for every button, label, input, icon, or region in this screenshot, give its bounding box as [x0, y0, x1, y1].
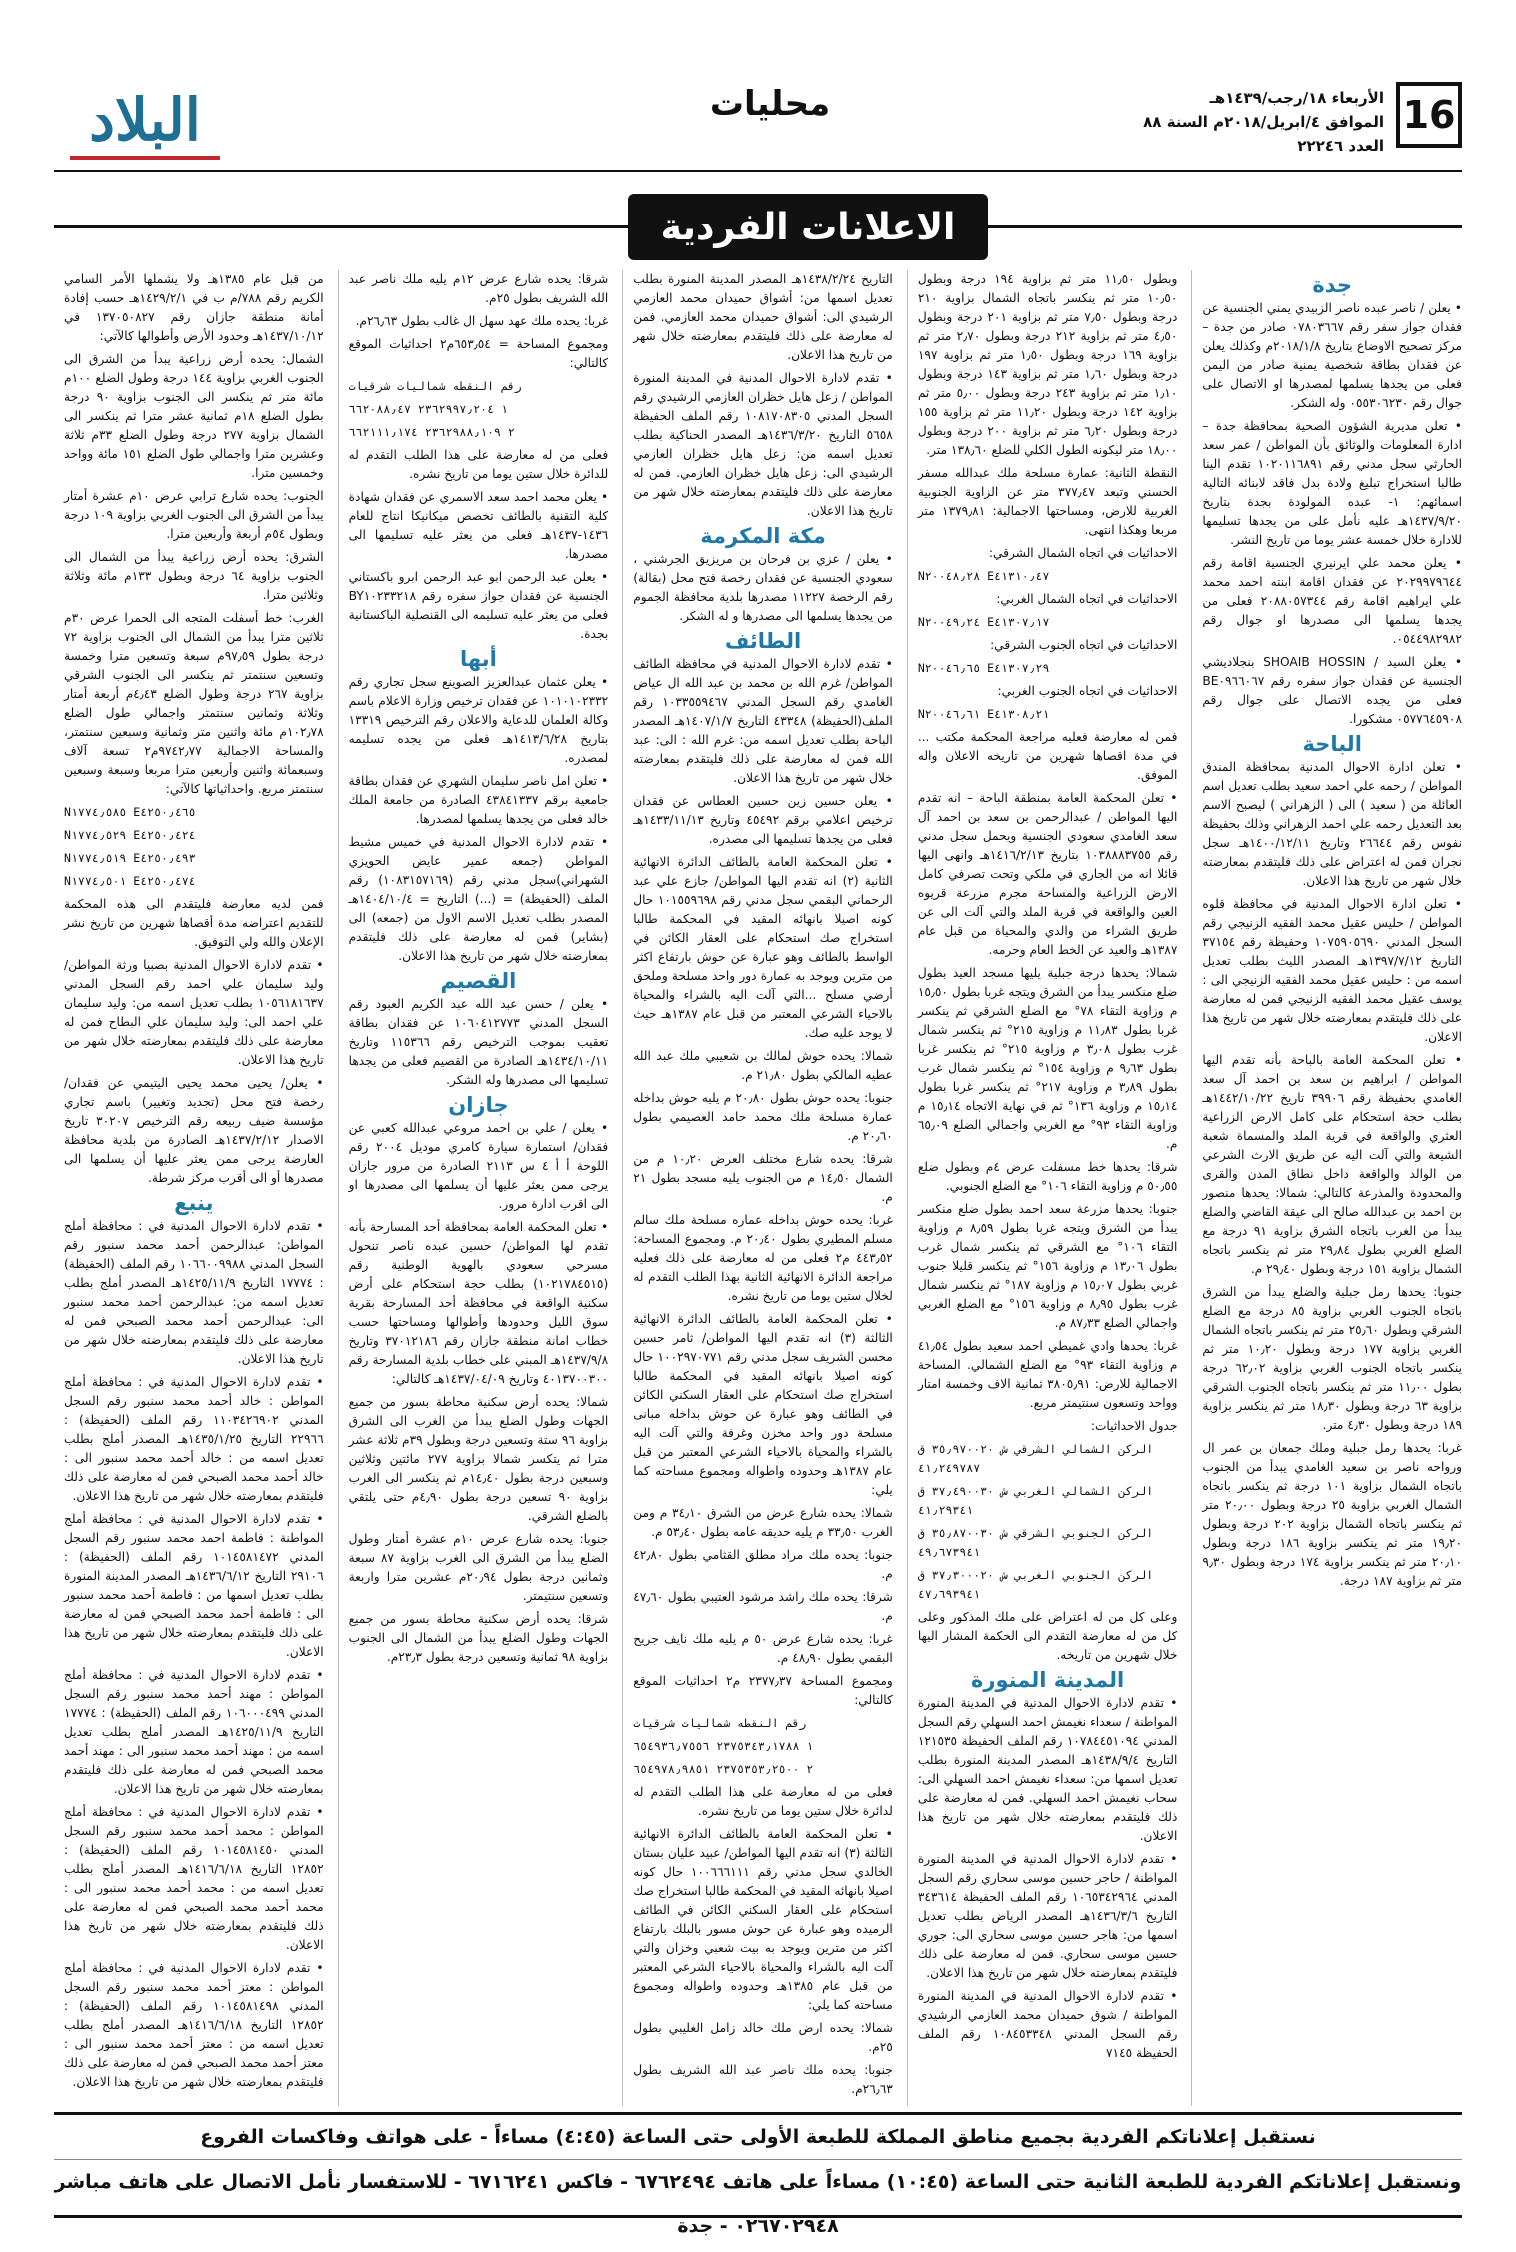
coordinate-line: الركن الشمالي الشرقي ش ٣٥٫٩٧٠٠٢٠ ق ٤١٫٢٤٩٧٨٧ [917, 1442, 1154, 1475]
classified-ad-text: • تعلن المحكمة العامة بالطائف الدائرة الانهائية الثالثة (٣) انه تقدم اليها المواطن/ عبيد عليان بستان الخالدي سجل مدني رقم ١٠٠٦٦٦١١١ حال كونه اصيلا بانهائه المقيد في المحكمة طالبا استخراج صك استحكام على العقار السكني الكائن في الطائف الرميده وهو عبارة عن حوش مسور بالبلك بارتفاع اكثر من مترين ويوجد به بيت شعبي وخزان والتي آلت اليه بالشراء والمحياة بالاحياء الشرعي المعتبر من قبل عام ١٣٨٥هـ وحدوده واطواله ومجموع مساحته كما يلي: [633, 1827, 893, 2012]
classified-ad-text: غربا: يحده حوش بداخله عماره مسلحة ملك سالم مسلم المطيري بطول ٢٠٫٤٠ م. ومجموع المساحة: ٤٤٣٫٥٢ م٢ فعلى من له معارضة على ذلك فعليه مراجعة الدائرة الانهائية الثانية بهذا الطلب التقدم له لخلال ستين يوما من تاريخ نشره. [633, 1213, 893, 1303]
date-line: الأربعاء ١٨/رجب/١٤٣٩هـ [1209, 89, 1384, 107]
page-footer [54, 2112, 1462, 2237]
classified-ad-text: فعلى من له معارضة على هذا الطلب التقدم له للدائرة خلال ستين يوما من تاريخ نشره. [348, 448, 609, 481]
coordinate-line: ٢ ٢٣٦٢٩٨٨٫١٠٩ ٦٦٢١١١٫١٧٤ [348, 425, 515, 439]
city-heading: الطائف [724, 629, 802, 653]
classified-ad-text: جنوبا: يحدها رمل جبلية والضلع يبدأ من الشرق باتجاه الجنوب الغربي بزاوية ٨٥ درجة مع الضلع الشرقي وبطول ٢٥٫٦٠ متر ثم ينكسر باتجاه الشمال الغربي بزاوية ١٧٧ درجة وبطول ١٠٫٢٠ متر ثم ينكسر باتجاه الجنوب الغربي بزاوية ٦٢٫٠٢ درجة بطول ١١٫٠٠ متر ثم ينكسر باتجاه الجنوب الشرقي بزاوية ٦٣ درجة وبطول ١٨٫٣٠ متر ثم ينكسر بزاوية ١٨٩ درجة وبطول ٤٫٣٠ متر. [1202, 1285, 1462, 1432]
classified-ad-text: • تقدم لادارة الاحوال المدنية في خميس مشيط المواطن (جمعه عمير عايض الحويزي الشهراني)سجل مدني رقم (١٠٨٣١٥٧١٦٩) رقم الملف (الحفيظة) = (...) التاريخ = ١٤٠٤/١٠/٤هـ المصدر بطلب تعديل الاسم الاول من (جمعه) الى (بشاير) فمن له معارضة على ذلك فليتقدم بمعارضته خلال شهر من تاريخ هذا الاعلان. [348, 835, 609, 963]
coordinate-line: رقم النقطه شماليات شرقيات [348, 379, 522, 393]
classified-ad-text: • تقدم لادارة الاحوال المدنية في المدينة المنورة المواطنة / سعداء نغيمش احمد السهلي رقم السجل المدني ١٠٧٨٤٤٥١٠٩٤ رقم الملف الحفيظة ١٢١٥٣٥ التاريخ ١٤٣٨/٩/٤هـ المصدر المدينة المنورة بطلب تعديل اسمها من: سعداء نغيمش احمد السهلي الى: سحاب نغيمش احمد السهلي. فمن له معارضة على ذلك فليتقدم بمعارضته خلال شهر من تاريخ هذا الاعلان. [917, 1696, 1178, 1843]
classified-ad-text: الجنوب: يحده شارع ترابي عرض ١٠م عشرة أمتار يبدأ من الشرق الى الجنوب الغربي بزاوية ١٠٩ درجة وبطول ٥٤م أربعة وأربعين مترا. [64, 489, 324, 541]
classified-ad-text: الغرب: خط أسفلت المتجه الى الحمرا عرض ٣٠م ثلاثين مترا يبدأ من الشمال الى الجنوب بزاوية ٧٢ درجة بطول ٩٧٫٥٩م سبعة وتسعين مترا وخمسة وتسعين سنتمتر ثم ينكسر الى الجنوب الشرقي بزاوية ٢٦٧ درجة وطول الضلع ٤٫٤٣م أربعة أمتار وثلاثة وثمانين سنتمتر واجمالي طول الضلع ١٠٢٫٧٨م مائة واثنين متر وثمانية وسبعين سنتمتر، والمساحة الاجمالية ٩٧٤٢٫٧٧م٢ تسعة آلاف وسبعمائة واثنين وأربعين مترا مربعا وسبعة وسبعين سنتمتر مربع. واحداثياتها كالآتي: [64, 611, 324, 796]
city-heading: الباحة [1302, 732, 1362, 756]
classified-ad-text: شمالا: يحدها درجة جبلية يليها مسجد العيد بطول ضلع منكسر يبدأ من الشرق ويتجه غربا بطول ١٥٫٥٠ م وزاوية التقاء ٧٨° مع الضلع الشرقي ثم ينكسر غربا بطول ١١٫٨٣ م وزاوية ٢١٥° ثم ينكسر شمال غرب بطول ٣٫٠٨ م وزاوية ٢١٥° ثم ينكسر غربا بطول ٩٫٦٣ م وزاوية ١٥٤° ثم ينكسر شمال غرب بطول ٣٫٨٩ م وزاوية ٢١٧° ثم ينكسر غربا بطول ١٥٫١٤ م وزاوية ١٣٦° ثم في نهاية الاتجاه ١٥٫١٤ م وزاوية التقاء ٩٣° مع الغربي واجمالي الضلع ٦٥٫٠٩ م. [917, 966, 1178, 1151]
coordinate-line: N١٧٧٤٫٥٢٩ E٤٢٥٠٫٤٢٤ [64, 828, 196, 842]
classified-ad-text: • يعلن / عزي بن فرحان بن مريزيق الجرشني ، سعودي الجنسية عن فقدان رخصة فتح محل (بقالة) رقم الرخصة ١١٢٢٧ مصدرها بلدية محافظة الجموم من يجدها يسلمها الى مصدرها و له الشكر. [633, 552, 893, 623]
classified-ad-text: شمالا: يحده حوش لمالك بن شعيبي ملك عبد الله عطيه المالكي بطول ٢١٫٨٠ م. [633, 1049, 893, 1082]
column-2 [907, 270, 1178, 2106]
classified-ad-text: جدول الاحداثيات: [1090, 1419, 1178, 1433]
classified-ad-text: • يعلن محمد علي ايرنيري الجنسية اقامة رقم ٢٠٢٩٩٧٩٦٤٤ عن فقدان اقامة ابنته احمد محمد علي ايراهيم اقامة رقم ٢٠٨٨٠٥٧٣٤٤ فعلى من يجدها يسلمها الى مصدرها او جوال رقم ٠٥٤٤٩٨٢٩٨٢. [1202, 556, 1462, 646]
classified-ad-text: شرقا: يحده أرض سكنية محاطة بسور من جميع الجهات وطول الضلع يبدأ من الشمال الى الجنوب بزاوية ٩٨ ثمانية وتسعين درجة بطول ٢٣٫٣م. [348, 1612, 609, 1664]
section-banner: الاعلانات الفردية [628, 194, 988, 260]
classified-ad-text: • يعلن السيد / SHOAIB HOSSIN بنجلاديشي الجنسية عن فقدان جواز سفره رقم BE٠٩٦٦٠٦٧ فعلى من يجده الاتصال على جوال رقم ٠٥٧٧٦٤٥٩٠٨ مشكورا. [1202, 655, 1462, 726]
section-title: محليات [709, 84, 831, 124]
coordinate-line: N١٧٧٤٫٥٠١ E٤٢٥٠٫٤٧٤ [64, 874, 196, 888]
classified-ad-text: جنوبا: يحده ملك ناصر عبد الله الشريف بطول ٢٦٫٦٣م. [633, 2063, 893, 2096]
classified-ad-text: • تقدم لادارة الاحوال المدنية بصبيا ورثة المواطن/ وليد سليمان علي احمد رقم السجل المدني ١٠٥٦١٨١٦٣٧ بطلب تعديل اسمه من: وليد سليمان علي احمد الى: وليد سليمان علي البطاح فمن له معارضة على ذلك فليتقدم بمعارضته خلال شهر من تاريخ هذا الاعلان. [64, 958, 324, 1067]
classified-ad-text: • تعلن مديرية الشؤون الصحية بمحافظة جدة – ادارة المعلومات والوثائق بأن المواطن / عمر سعد الحارثي سجل مدني رقم ١٠٢٠١١٦٨٩١ تقدم الينا طالبا استخراج تبليغ ولادة بدل فاقد لابنائه التالية اسمائهم: ١- عبده المولودة بجدة بتاريخ ١٤٣٧/٩/٢٠هـ عليه نأمل على من يجدها تسليمها للادارة خلال خمسة عشر يوما من تاريخ النشر. [1202, 419, 1462, 547]
page-number: 16 [1396, 82, 1462, 148]
classified-ad-text: • يعلن عثمان عبدالعزيز الصوينع سجل تجاري رقم ١٠١٠١٠٢٣٣٢ عن فقدان ترخيص وزارة الاعلام باسم وكالة العلمان للدعاية والاعلان رقم الترخيص ١٣٣١٩ بتاريخ ١٤١٣/٦/٢٨هـ فعلى من يجده تسليمه لمصدره. [348, 675, 609, 765]
newspaper-logo: البلاد [89, 86, 201, 154]
date-block [1104, 86, 1384, 158]
coordinate-line: رقم النقطه شماليات شرقيات [633, 1716, 807, 1730]
column-3 [622, 270, 893, 2106]
coordinate-line: N١٧٧٤٫٥١٩ E٤٢٥٠٫٤٩٣ [64, 851, 196, 865]
footer-line-2: ونستقبل إعلاناتكم الفردية للطبعة الثانية حتى الساعة (١٠:٤٥) مساءاً على هاتف ٦٧٦٢٤٩٤ - فاكس ٦٧١٦٢٤١ - للاستفسار نأمل الاتصال على هاتف مباشر ٠٢٦٧٠٢٩٤٨ - جدة [54, 2159, 1462, 2248]
coordinate-line: N٢٠٠٤٨٫٢٨ E٤١٣١٠٫٤٧ [917, 569, 1050, 583]
classified-ad-text: • تعلن المحكمة العامة بالطائف الدائرة الانهائية الثانية (٢) انه تقدم اليها المواطن/ جازع علي عبد الرحماني البقمي سجل مدني رقم ١٠١٥٥٩٦٩٨ حال كونه اصيلا بانهائه المقيد في المحكمة طالبا استخراج صك استحكام على العقار الكائن في الواسط بالطائف وهو عبارة عن حوش بارتفاع اكثر من مترين ويوجد به عمارة دور واحد مسلحة وملحق أرضي مسلح ...التي آلت اليه بالشراء والمحياة بالاحياء الشرعي المعتبر من قبل عام ١٣٨٧هـ حيث لا يوجد عليه صك. [633, 855, 893, 1040]
coordinate-line: الركن الجنوبي الغربي ش ٣٧٫٣٠٠٠٢٠ ق ٤٧٫٦٩٣٩٤١ [917, 1568, 1154, 1601]
coordinate-line: N٢٠٠٤٦٫٦٥ E٤١٣٠٧٫٢٩ [917, 661, 1050, 675]
classified-ad-text: • يعلن حسين زين حسين العطاس عن فقدان ترخيص اعلامي برقم ٤٥٤٩٢ وتاريخ ١٤٣٣/١١/١٣هـ فعلى من يجدها تسليمها الى مصدره. [633, 794, 893, 846]
classified-ad-text: شرقا: يحده شارع عرض ١٢م يليه ملك ناصر عبد الله الشريف بطول ٢٥م. [348, 272, 609, 305]
classified-ad-text: • تقدم لادارة الاحوال المدنية في : محافظة أملج المواطن : مهند أحمد محمد سنبور رقم السجل المدني ١٠٦٠٠٠٤٩٩ رقم الملف (الحفيظة) : ١٧٧٧٤ التاريخ ١٤٢٥/١١/٩هـ المصدر أملج بطلب تعديل اسمه من : مهند أحمد محمد سنبور الى : مهند أحمد محمد الصبحي فمن له معارضة على ذلك فليتقدم بمعارضته خلال شهر من تاريخ هذا الاعلان. [64, 1668, 324, 1796]
header-divider [54, 170, 1462, 172]
coordinate-line: الركن الجنوبي الشرقي ش ٣٥٫٨٧٠٠٣٠ ق ٤٩٫٦٧٣٩٤١ [917, 1526, 1154, 1559]
classified-ad-text: الشمال: يحده أرض زراعية يبدأ من الشرق الى الجنوب الغربي بزاوية ١٤٤ درجة وطول الضلع ١٠٠م مائة متر ثم ينكسر الى الجنوب بزاوية ٩٠ درجة بطول الضلع ١٨م ثمانية عشر مترا ثم ينكسر الى الشمال بزاوية ٢٧٧ درجة وطول الضلع ٣٣م ثلاثة وعشرين مترا واجمالي طول الضلع ١٥١ مائة وواحد وخمسين مترا. [64, 352, 324, 480]
classified-ad-text: شمالا: يحده شارع عرض من الشرق ٣٤٫١٠ م ومن الغرب ٣٣٫٥٠ م يليه حديقه عامه بطول ٥٣٫٤٠ م. [633, 1506, 893, 1539]
classified-ad-text: فمن لديه معارضة فليتقدم الى هذه المحكمة للتقديم اعتراضه مدة أقصاها شهرين من تاريخ نشر الإعلان والله ولي التوفيق. [64, 897, 324, 949]
classified-ad-text: الاحداثيات في اتجاه الشمال الغربي: [996, 592, 1178, 606]
classified-ad-text: غربا: يحدها وادي غميطي احمد سعيد بطول ٤١٫٥٤ م وزاوية التقاء ٩٣° مع الضلع الشمالي. المساحة الاجمالية للارض: ٣٨٠٥٫٩١ ثمانية الاف وخمسة امتار وواحد وتسعون سنتيمتر مربع. [917, 1339, 1178, 1410]
classified-ad-text: • يعلن / علي بن احمد مروعي عبدالله كعبي عن فقدان/ استمارة سيارة كامري موديل ٢٠٠٤ رقم اللوحة أ أ ٤ س ٢١١٣ الصادرة من مرور جازان يرجى ممن يعثر عليها أن يسلمها الى مصدرها او الى اقرب ادارة مرور. [348, 1121, 609, 1211]
classified-ad-text: • تعلن امل ناصر سليمان الشهري عن فقدان بطاقة جامعية برقم ٤٣٨٤١٣٣٧ الصادرة من جامعة الملك خالد فعلى من يجدها يسلمها لمصدرها. [348, 774, 609, 826]
classified-ad-text: غربا: يحده شارع عرض ٥٠ م يليه ملك نايف جريح البقمي بطول ٤٨٫٩٠ م. [633, 1632, 893, 1665]
classified-ad-text: • يعلن / ناصر عبده ناصر الزبيدي يمني الجنسية عن فقدان جواز سفر رقم ٠٧٨٠٣٦٦٧ صادر من جدة – مركز تصحيح الاوضاع بتاريخ ٢٠١٨/١/٨م وكذلك يعلن عن فقدان بطاقة شخصية يمنية صادر من اليمن فعلى من يجدها يسلمها لمصدرها او الاتصال على جوال رقم ٠٥٥٣٠٦٢٣٠ وله الشكر. [1202, 301, 1462, 410]
coordinate-line: الركن الشمالي الغربي ش ٣٧٫٤٩٠٠٣٠ ق ٤١٫٢٩٣٤١ [917, 1484, 1154, 1517]
classified-ad-text: • تقدم لادارة الاحوال المدنية في المدينة المنورة المواطنة / شوق حميدان محمد العازمي الرشيدي رقم السجل المدني ١٠٨٤٥٣٣٤٨ رقم الملف الحفيظة ٧١٤٥ [917, 1989, 1178, 2060]
classified-ad-text: الاحداثيات في اتجاه الجنوب الشرقي: [990, 638, 1178, 652]
issue-line: الموافق ٤/ابريل/٢٠١٨م السنة ٨٨ العدد ٢٢٢٤٦ [1143, 113, 1384, 155]
classified-ad-text: من قبل عام ١٣٨٥هـ ولا يشملها الأمر السامي الكريم رقم ٧٨٨/م ب في ١٤٢٩/٢/١هـ حسب إفادة أمانة منطقة جازان رقم ١٣٧٠٥٠٨٢٧ في ١٤٣٧/١٠/١٢هـ وحدود الأرض وأطوالها كالآتي: [64, 272, 324, 343]
classified-ad-text: غربا: يحده ملك عهد سهل ال غالب بطول ٢٦٫٦٣م. [355, 314, 609, 328]
classified-ad-text: النقطة الثانية: عمارة مسلحة ملك عبدالله مسفر الحسني وتبعد ٣٧٧٫٤٧ متر عن الزاوية الجنوبية الغربية للارض، ومساحتها الاجمالية: ١٣٧٩٫٨١ متر مربعا وهكذا انتهى. [917, 466, 1178, 537]
classified-ad-text: الشرق: يحده أرض زراعية يبدأ من الشمال الى الجنوب بزاوية ٦٤ درجة وبطول ١٣٣م مائة وثلاثة وثلاثين مترا. [64, 550, 324, 602]
city-heading: جازان [448, 1093, 509, 1117]
classified-ad-text: التاريخ ١٤٣٨/٢/٢٤هـ المصدر المدينة المنورة بطلب تعديل اسمها من: أشواق حميدان محمد العازمي الرشيدي الى: أشواق حميدان محمد العازمي. فمن له معارضة على ذلك فليتقدم بمعارضته خلال شهر من تاريخ هذا الاعلان. [633, 272, 893, 362]
city-heading: القصيم [440, 969, 517, 993]
classified-ad-text: • تعلن المحكمة العامة بمنطقة الباحة – انه تقدم اليها المواطن / عبدالرحمن بن سعد بن احمد آل سعد الغامدي سعودي الجنسية ويحمل سجل مدني رقم ١٠٣٨٨٨٣٧٥٥ بتاريخ ١٤١٦/٢/١٣هـ وانهى اليها قائلا انه من الجاري في ملكي وتحت تصرفي كامل الارض الزراعية والمساحة مجرم مزرعة قريوه العين والواقعة في قرية الملد والتي آلت الى عن طريق الشراء من والدي والمحياة من قبل عام ١٣٨٧هـ والعيد عن الخط العام وحرمه. [917, 791, 1178, 957]
logo-accent [70, 156, 220, 160]
classified-ad-text: • تعلن المحكمة العامة بالطائف الدائرة الانهائية الثالثة (٣) انه تقدم اليها المواطن/ ثامر حسين محسن الشريف سجل مدني رقم ١٠٠٢٩٧٠٧٧١ حال كونه اصيلا بانهائه المقيد في المحكمة طالبا استخراج صك استحكام على العقار السكني الكائن في الطائف وهو عبارة عن حوش بداخله مبانى مسلحة دور واحد مخزن وغرفة والتي آلت اليه بالشراء والمحياة بالاحياء الشرعي المعتبر من قبل عام ١٣٨٧هـ وحدوده واطواله ومجموع مساحته كما يلي: [633, 1312, 893, 1497]
classified-ad-text: • تقدم لادارة الاحوال المدنية في : محافظة أملج المواطن : معتز أحمد محمد سنبور رقم السجل المدني ١٠١٤٥٨١٤٩٨ رقم الملف (الحفيظة) : ١٢٨٥٢ التاريخ ١٤١٦/٦/١٨هـ المصدر أملج بطلب تعديل اسمه من : معتز أحمد محمد سنبور الى : معتز أحمد محمد الصبحي فمن له معارضة على ذلك فليتقدم بمعارضته خلال شهر من تاريخ هذا الاعلان. [64, 1961, 324, 2089]
coordinate-line: ١ ٢٣٦٢٩٩٧٫٢٠٤ ٦٦٢٠٨٨٫٤٧ [348, 402, 508, 416]
classified-ad-text: شرقا: يحده ملك راشد مرشود العتيبي بطول ٤٧٫٦٠ م. [633, 1590, 893, 1623]
classified-ad-text: • تعلن المحكمة العامة بالباحة بأنه تقدم اليها المواطن / ابراهيم بن سعد بن احمد آل سعد الغامدي بحفيظة رقم ٣٩٩٠٦ تاريخ ١٤٤٢/١٠/٢٢هـ بطلب حجة استحكام على كامل الارض الزراعية العثري والواقعة في قرية الملد والمسماة شعبة الشيعة والتي آلت اليه عن طريق الارث الشرعي من الوالد والواقعة داخل نطاق المدن والقرى والمحدودة والمذرعة كالتالي: شمالا: يحدها منصور بن احمد بن عبدالله صالح الى عيقة القاضي والضلع يبدأ من الغرب باتجاه الشرق بزاوية ٩١ درجة مع الضلع الغربي بطول ٢٩٫٨٤ متر ثم ينكسر باتجاه الشمال بزاوية ١٥١ درجة وبطول ٢٩٫٤٠ م. [1202, 1053, 1462, 1276]
classified-ad-text: شرقا: يحده شارع مختلف العرض ١٠٫٢٠ م من الشمال ١٤٫٥٠ م من الجنوب يليه مسجد بطول ٢١ م. [633, 1152, 893, 1204]
coordinate-line: ١ ٢٣٧٥٣٤٣٫١٧٨٨ ٦٥٤٩٣٦٫٧٥٥٦ [633, 1739, 814, 1753]
page-header [0, 0, 1516, 180]
classified-ad-text: جنوبا: يحده شارع عرض ١٠م عشرة أمتار وطول الضلع يبدأ من الشرق الى الغرب بزاوية ٨٧ سبعة وثمانين درجة بطول ٢٠٫٩٤م عشرين مترا واربعة وتسعين سنتيمتر. [348, 1532, 609, 1603]
classified-ad-text: فمن له معارضة فعليه مراجعة المحكمة مكتب ... في مدة اقصاها شهرين من تاريخه الاعلان واله الموفق. [917, 730, 1178, 782]
classified-ad-text: وعلى كل من له اعتراض على ملك المذكور وعلى كل من له معارضة التقدم الى الحكمة المشار اليها خلال شهرين من تاريخه. [917, 1610, 1178, 1662]
classified-ad-text: • تقدم لادارة الاحوال المدنية في : محافظة أملج المواطنة : فاطمة احمد محمد سنبور رقم السجل المدني ١٠١٤٥٨١٤٧٢ رقم الملف (الحفيظة) : ٢٩١٠٦ التاريخ ١٤٣٦/٦/١٢هـ المصدر المدينة المنورة بطلب تعديل اسمها من : فاطمة أحمد محمد سنبور الى : فاطمة أحمد محمد الصبحي فمن له معارضة على ذلك فليتقدم بمعارضته خلال شهر من تاريخ هذا الاعلان. [64, 1512, 324, 1659]
footer-line-1: نستقبل إعلاناتكم الفردية بجميع مناطق المملكة للطبعة الأولى حتى الساعة (٤:٤٥) مساءاً - على هواتف وفاكسات الفروع [200, 2126, 1316, 2148]
coordinate-line: N١٧٧٤٫٥٨٥ E٤٢٥٠٫٤٦٥ [64, 805, 196, 819]
classified-ad-text: • يعلن عبد الرحمن ابو عبد الرحمن ابرو باكستاني الجنسية عن فقدان جواز سفره رقم BY١٠٢٣٣٢١٨ فعلى من يعثر عليه تسليمه الى القنصلية الباكستانية بجدة. [348, 570, 609, 641]
classified-ad-text: شمالا: يحده أرض سكنية محاطة بسور من جميع الجهات وطول الضلع يبدأ من الغرب الى الشرق بزاوية ٩٦ ستة وتسعين درجة وبطول ٣٩م ثلاثة عشر مترا ثم يتكسر شمالا بزاوية ٢٧٧ مائتين وثلاثين وسبعين درجة بطول ١٤٫٤٠م ثم ينكسر الى الغرب بزاوية ٩٠ تسعين درجة بطول ٤٫٩٠م حتى يلتقي بالضلع الشرقي. [348, 1395, 609, 1523]
classified-ad-text: • تقدم لادارة الاحوال المدنية في : محافظة أملج المواطن: عبدالرحمن أحمد محمد سنبور رقم السجل المدني ١٠٦٦٠٠٩٩٨٨ رقم الملف (الحفيظة) : ١٧٧٧٤ التاريخ ١٤٢٥/١١/٩هـ المصدر أملج بطلب تعديل اسمه من: عبدالرحمن أحمد محمد سنبور الى: عبدالرحمن أحمد محمد الصبحي فمن له معارضة على ذلك فليتقدم بمعارضته خلال شهر من تاريخ هذا الاعلان. [64, 1219, 324, 1366]
city-heading: أبها [460, 647, 497, 671]
city-heading: ينبع [174, 1191, 214, 1215]
classified-ad-text: • تقدم لادارة الاحوال المدنية في : محافظة أملج المواطن : محمد أحمد محمد سنبور رقم السجل المدني ١٠١٤٥٨١٤٥٠ رقم الملف (الحفيظة) : ١٢٨٥٢ التاريخ ١٤١٦/٦/١٨هـ المصدر أملج بطلب تعديل اسمه من : محمد أحمد محمد سنبور الى : محمد أحمد محمد الصبحي فمن له معارضة على ذلك فليتقدم بمعارضته خلال شهر من تاريخ هذا الاعلان. [64, 1805, 324, 1952]
classified-ad-text: • تقدم لادارة الاحوال المدنية في المدينة المنورة المواطنة / حاجر حسين موسى سحاري رقم السجل المدني ١٠٦٥٣٤٢٩٦٤ رقم الملف الحفيظة ٣٤٣٦١٤ التاريخ ١٤٣٦/٣/٦هـ المصدر الرياض بطلب تعديل اسمها من: هاجر حسين موسى سحاري الى: جوري حسين موسى سحاري. فمن له معارضة على ذلك فليتقدم بمعارضته خلال شهر من تاريخ هذا الاعلان. [917, 1852, 1178, 1980]
classified-ad-text: الاحداثيات في اتجاه الشمال الشرقي: [988, 546, 1178, 560]
classified-ad-text: • تعلن ادارة الاحوال المدنية في محافظة قلوه المواطن / حليس عقيل محمد الفقيه الزنيجي رقم السجل المدني ١٠٧٥٩٠٥٦٩٠ وحفيظة رقم ٣٧١٥٤ التاريخ ١٣٩٧/٧/١٢هـ المصدر الليث بطلب تعديل اسمه من : حليس عقيل محمد الفقيه الزنيجي الى : يوسف عقيل محمد الفقيه الزنيجي فمن له معارضة على ذلك فليتقدم بمعارضته خلال شهر من تاريخ هذا الاعلان. [1202, 897, 1462, 1044]
classified-ad-text: • يعلن محمد احمد سعد الاسمري عن فقدان شهادة كلية التقنية بالطائف تخصص ميكانيكا انتاج للعام ١٤٣٦-١٤٣٧هـ فعلى من يعثر عليه تسليمها الى مصدرها. [348, 490, 609, 561]
coordinate-line: ٢ ٢٣٧٥٣٥٣٫٢٥٠٠ ٦٥٤٩٧٨٫٩٨٥١ [633, 1762, 814, 1776]
classified-ad-text: ومجموع المساحة = ٦٥٣٫٥٤م٢ احداثيات الموقع كالتالي: [348, 337, 609, 370]
classified-ad-text: جنوبا: يحده حوش بطول ٢٠٫٨٠ م يليه حوش بداخله عمارة مسلحة ملك محمد حامد العصيمي بطول ٢٠٫٦٠ م. [633, 1091, 893, 1143]
classified-ad-text: ومجموع المساحة ٢٣٧٧٫٣٧ م٢ احداثيات الموقع كالتالي: [633, 1674, 893, 1707]
column-5 [54, 270, 324, 2106]
classified-ad-text: فعلى من له معارضة على هذا الطلب التقدم له لدائرة خلال ستين يوما من تاريخ نشره. [633, 1785, 893, 1818]
classified-ad-text: وبطول ١١٫٥٠ متر ثم بزاوية ١٩٤ درجة وبطول ١٠٫٥٠ متر ثم ينكسر باتجاه الشمال بزاوية ٢١٠ درجة وبطول ٧٫٥٠ متر ثم بزاوية ٢٠١ درجة وبطول ٤٫٥٠ متر ثم بزاوية ٢١٢ درجة وبطول ٢٫٧٠ متر ثم بزاوية ١٦٩ درجة وبطول ١٫٥٠ متر ثم بزاوية ١٩٧ درجة وبطول ١٫٦٠ متر ثم بزاوية ١٤٣ درجة وبطول ١٫١٠ متر ثم بزاوية ٢٤٣ درجة وبطول ٥٫٠٠ متر ثم بزاوية ١٤٢ درجة وبطول ١١٫٢٠ متر ثم بزاوية ١٥٥ درجة وبطول ٦٫٢٠ متر ثم بزاوية ٢٠٠ درجة وبطول ١٨٫٠٠ متر ليكونه الطول الكلي للضلع ١٣٨٫٦٠ متر. [917, 272, 1178, 457]
city-heading: المدينة المنورة [971, 1668, 1125, 1692]
coordinate-line: N٢٠٠٤٦٫٦١ E٤١٣٠٨٫٢١ [917, 707, 1050, 721]
classified-ad-text: • تعلن المحكمة العامة بمحافظة أحد المسارحة بأنه تقدم لها المواطن/ حسين عبده ناصر تنحول مسرحي سعودي بالهوية الوطنية رقم (١٠٢١٧٨٤٥١٥) بطلب حجة استحكام على أرض سكنية الواقعة في محافظة أحد المسارحة بقرية سوق الليل وحدودها وأطوالها ومساحتها حسب خطاب امانة منطقة جازان رقم ٣٧٠١٢١٨٦ وتاريخ ١٤٣٧/٩/٨هـ المبني على خطاب بلدية المسارحة رقم ٤٠١٣٧٠٠٣٠٠ وتاريخ ١٤٣٧/٠٤/٠٩هـ كالتالي: [348, 1220, 609, 1386]
classified-ad-text: • تقدم لادارة الاحوال المدنية في المدينة المنورة المواطن / زعل هايل خظران العازمي الرشيدي رقم السجل المدني ١٠٨١٧٠٨٣٠٥ رقم الملف الحفيظة ٥٦٥٨ التاريخ ١٤٣٦/٣/٢٠هـ المصدر الحناكية بطلب تعديل اسمه من: زعل هايل خظران العازمي الرشيدي الى: زعل هايل خظران العازمي. فمن له معارضة على ذلك فليتقدم بمعارضته خلال شهر من تاريخ هذا الاعلان. [633, 371, 893, 518]
classified-ad-text: شرقا: يحدها خط مسفلت عرض ٤م وبطول ضلع ٥٠٫٥٥ م وزاوية التقاء ١٠٦° مع الضلع الجنوبي. [917, 1160, 1178, 1193]
classified-ad-text: • تعلن ادارة الاحوال المدنية بمحافظة المندق المواطن / رحمه علي احمد سعيد بطلب تعديل اسم العائلة من ( سعيد ) الى ( الزهراني ) ليصبح الاسم بعد التعديل رحمه علي احمد الزهراني وذلك بحفيظة نفوس رقم ٢٦٦٤٤ وتاريخ ١٤٠٠/١٢/١١هـ سجل نجران فمن له اعتراض على ذلك فليتقدم بمعارضته خلال شهر من تاريخ هذا الاعلان. [1202, 760, 1462, 888]
classified-ad-text: جنوبا: يحده ملك مراد مطلق القثامي بطول ٤٢٫٨٠ م. [633, 1548, 893, 1581]
coordinate-line: N٢٠٠٤٩٫٢٤ E٤١٣٠٧٫١٧ [917, 615, 1050, 629]
classified-ad-text: غربا: يحدها رمل جبلية وملك جمعان بن عمر ال ورواحه ناصر بن سعيد الغامدي يبدأ من الجنوب باتجاه الشمال بزاوية ١٠١ درجة ثم ينكسر باتجاه الشمال الغربي بزاوية ٢٥ درجة وبطول ٢٠٫٠٠ متر ثم ينكسر باتجاه الشمال بزاوية ٢٠٢ درجة وبطول ١٩٫٢٠ متر ثم ينكسر بزاوية ١٨٦ درجة وبطول ٢٠٫١٠ متر ثم ينكسر بزاوية ١٧٤ درجة وبطول ٩٫٣٠ متر ثم بزاوية ١٨٧ درجة. [1202, 1441, 1462, 1588]
city-heading: جدة [1312, 273, 1353, 297]
classified-ad-text: • يعلن/ يحيى محمد يحيى اليتيمي عن فقدان/ رخصة فتح محل (تجديد وتغيير) باسم تجاري مؤسسة ضيف ربيعه رقم الترخيص ٣٠٢٠٧ تاريخ الاصدار ١٤٣٧/٢/١٢هـ الصادرة من بلدية محافظة العارضة يرجى ممن يعثر عليها أن يسلمها الى مصدرها أو الى أقرب مركز شرطة. [64, 1076, 324, 1185]
classified-ad-text: شمالا: يحده ارض ملك خالد زامل الغليبي بطول ٢٥م. [633, 2021, 893, 2054]
classified-ad-text: • يعلن / حسن عبد الله عبد الكريم العبود رقم السجل المدني ١٠٦٠٤١٢٧٧٣ عن فقدان بطاقة تعقيب بموجب الترخيص رقم ١١٥٣٦٦ وتاريخ ١٤٣٤/١٠/١١هـ الصادرة من القصيم فعلى من يجدها تسليمها الى مصدرها وله الشكر. [348, 997, 609, 1087]
classified-ad-text: جنوبا: يحدها مزرعة سعد احمد بطول ضلع منكسر يبدأ من الشرق ويتجه غربا بطول ٨٫٥٩ م وزاوية التقاء ١٠٦° مع الشرقي ثم ينكسر شمال غرب بطول ١٣٫٠٦ م وزاوية ١٥٦° ثم ينكسر قليلا جنوب غربي بطول ١٥٫٠٧ م وزاوية ١٨٧° ثم ينكسر شمال غرب بطول ٨٫٩٥ م وزاوية ١٥٦° مع الضلع الغربي واجمالي الضلع ٨٧٫٣٣ م. [917, 1202, 1178, 1330]
city-heading: مكة المكرمة [700, 524, 826, 548]
classified-ad-text: • تقدم لادارة الاحوال المدنية في محافظة الطائف المواطن/ غرم الله بن محمد بن عبد الله ال عياض الغامدي رقم السجل المدني ١٠٣٣٥٥٩٤٦٧ رقم الملف(الحفيظة) ٤٣٣٤٨ التاريخ ١٤٠٧/١/٧هـ المصدر الباحة بطلب تعديل اسمه من: غرم الله : الى: عبد الله فمن له معارضة على ذلك فليتقدم بمعارضته خلال شهر من تاريخ هذا الاعلان. [633, 657, 893, 785]
column-1 [1191, 270, 1462, 2106]
column-4 [338, 270, 609, 2106]
classified-ad-text: الاحداثيات في اتجاه الجنوب الغربي: [997, 684, 1178, 698]
classified-ad-text: • تقدم لادارة الاحوال المدنية في : محافظة أملج المواطن : خالد أحمد محمد سنبور رقم السجل المدني ١١٠٣٤٢٦٩٠٢ رقم الملف (الحفيظة) : ٢٢٩٦٦ التاريخ ١٤٣٥/١/٢٥هـ المصدر أملج بطلب تعديل اسمه من : خالد أحمد محمد سنبور الى : خالد أحمد محمد الصبحي فمن له معارضة على ذلك فليتقدم بمعارضته خلال شهر من تاريخ هذا الاعلان. [64, 1375, 324, 1503]
classifieds-columns [54, 270, 1462, 2106]
